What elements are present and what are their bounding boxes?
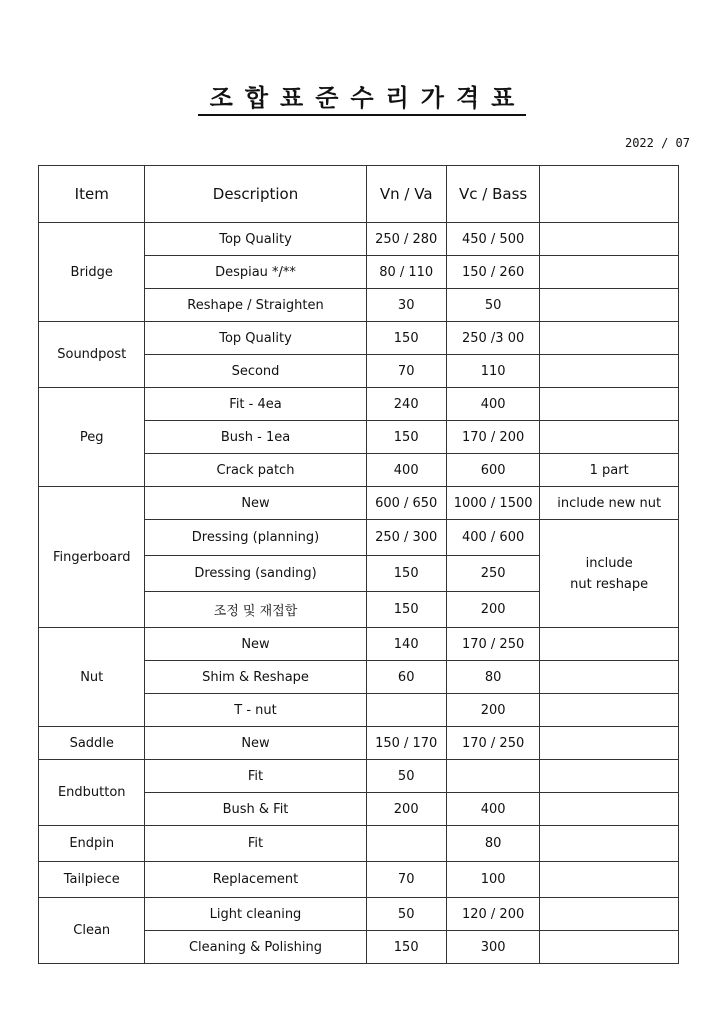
table-row xyxy=(39,223,679,256)
note-cell xyxy=(540,388,679,421)
vc-bass-cell: 100 xyxy=(446,862,539,898)
table-row xyxy=(39,727,679,760)
item-endpin: Endpin xyxy=(39,826,145,862)
description-cell: New xyxy=(145,727,366,760)
table-row xyxy=(39,628,679,661)
vn-va-cell: 150 / 170 xyxy=(366,727,446,760)
note-cell xyxy=(540,661,679,694)
note-cell xyxy=(540,760,679,793)
description-cell: Top Quality xyxy=(145,322,366,355)
vn-va-cell: 150 xyxy=(366,931,446,964)
description-cell: Bush & Fit xyxy=(145,793,366,826)
vc-bass-cell: 300 xyxy=(446,931,539,964)
note-cell xyxy=(540,694,679,727)
note-cell: include new nut xyxy=(540,487,679,520)
note-cell xyxy=(540,727,679,760)
description-cell: New xyxy=(145,487,366,520)
vn-va-cell: 150 xyxy=(366,556,446,592)
vc-bass-cell: 50 xyxy=(446,289,539,322)
description-cell: Dressing (planning) xyxy=(145,520,366,556)
vc-bass-cell: 400 xyxy=(446,388,539,421)
vn-va-cell: 150 xyxy=(366,592,446,628)
header-vc-bass: Vc / Bass xyxy=(446,166,539,223)
item-nut: Nut xyxy=(39,628,145,727)
vn-va-cell: 250 / 300 xyxy=(366,520,446,556)
price-table xyxy=(38,165,679,964)
table-row xyxy=(39,760,679,793)
table-row xyxy=(39,388,679,421)
description-cell: Shim & Reshape xyxy=(145,661,366,694)
vn-va-cell: 50 xyxy=(366,898,446,931)
note-cell xyxy=(540,931,679,964)
vn-va-cell: 240 xyxy=(366,388,446,421)
vc-bass-cell: 250 xyxy=(446,556,539,592)
vn-va-cell xyxy=(366,694,446,727)
vn-va-cell: 80 / 110 xyxy=(366,256,446,289)
item-fingerboard: Fingerboard xyxy=(39,487,145,628)
description-cell: Fit xyxy=(145,826,366,862)
description-cell: Fit - 4ea xyxy=(145,388,366,421)
vc-bass-cell: 170 / 250 xyxy=(446,727,539,760)
vc-bass-cell: 120 / 200 xyxy=(446,898,539,931)
note-line: include xyxy=(585,555,633,571)
page-title: 조합표준수리가격표 xyxy=(0,78,724,113)
item-endbutton: Endbutton xyxy=(39,760,145,826)
note-cell xyxy=(540,223,679,256)
item-soundpost: Soundpost xyxy=(39,322,145,388)
vc-bass-cell: 80 xyxy=(446,826,539,862)
vc-bass-cell: 80 xyxy=(446,661,539,694)
note-cell xyxy=(540,421,679,454)
vc-bass-cell: 200 xyxy=(446,592,539,628)
vc-bass-cell: 200 xyxy=(446,694,539,727)
note-cell xyxy=(540,898,679,931)
vn-va-cell: 50 xyxy=(366,760,446,793)
description-cell: Crack patch xyxy=(145,454,366,487)
vc-bass-cell: 1000 / 1500 xyxy=(446,487,539,520)
vn-va-cell: 30 xyxy=(366,289,446,322)
note-line: nut reshape xyxy=(570,576,649,592)
vn-va-cell: 70 xyxy=(366,862,446,898)
vc-bass-cell: 250 /3 00 xyxy=(446,322,539,355)
item-saddle: Saddle xyxy=(39,727,145,760)
item-clean: Clean xyxy=(39,898,145,964)
description-cell: 조정 및 재접합 xyxy=(145,592,366,628)
note-cell xyxy=(540,826,679,862)
note-cell xyxy=(540,628,679,661)
table-row xyxy=(39,898,679,931)
item-tailpiece: Tailpiece xyxy=(39,862,145,898)
note-cell xyxy=(540,520,679,628)
vc-bass-cell: 600 xyxy=(446,454,539,487)
vc-bass-cell: 150 / 260 xyxy=(446,256,539,289)
note-cell xyxy=(540,355,679,388)
item-peg: Peg xyxy=(39,388,145,487)
table-row xyxy=(39,826,679,862)
description-cell: Reshape / Straighten xyxy=(145,289,366,322)
description-cell: Bush - 1ea xyxy=(145,421,366,454)
vn-va-cell: 400 xyxy=(366,454,446,487)
note-cell xyxy=(540,322,679,355)
vc-bass-cell xyxy=(446,760,539,793)
vn-va-cell: 250 / 280 xyxy=(366,223,446,256)
description-cell: T - nut xyxy=(145,694,366,727)
note-cell xyxy=(540,289,679,322)
description-cell: Replacement xyxy=(145,862,366,898)
table-row xyxy=(39,862,679,898)
vn-va-cell: 200 xyxy=(366,793,446,826)
vn-va-cell: 70 xyxy=(366,355,446,388)
date-label: 2022 / 07 xyxy=(624,136,690,150)
vc-bass-cell: 170 / 200 xyxy=(446,421,539,454)
table-row xyxy=(39,487,679,520)
note-cell xyxy=(540,793,679,826)
vn-va-cell: 600 / 650 xyxy=(366,487,446,520)
vc-bass-cell: 450 / 500 xyxy=(446,223,539,256)
vn-va-cell: 140 xyxy=(366,628,446,661)
vn-va-cell: 150 xyxy=(366,322,446,355)
description-cell: Fit xyxy=(145,760,366,793)
header-note xyxy=(540,166,679,223)
note-cell xyxy=(540,862,679,898)
description-cell: Top Quality xyxy=(145,223,366,256)
description-cell: Dressing (sanding) xyxy=(145,556,366,592)
note-cell: 1 part xyxy=(540,454,679,487)
description-cell: Second xyxy=(145,355,366,388)
header-description: Description xyxy=(145,166,366,223)
description-cell: New xyxy=(145,628,366,661)
header-row xyxy=(39,166,679,223)
table-row xyxy=(39,322,679,355)
description-cell: Despiau */** xyxy=(145,256,366,289)
vc-bass-cell: 400 xyxy=(446,793,539,826)
vc-bass-cell: 400 / 600 xyxy=(446,520,539,556)
header-vn-va: Vn / Va xyxy=(366,166,446,223)
vn-va-cell: 60 xyxy=(366,661,446,694)
vn-va-cell xyxy=(366,826,446,862)
vc-bass-cell: 170 / 250 xyxy=(446,628,539,661)
item-bridge: Bridge xyxy=(39,223,145,322)
description-cell: Light cleaning xyxy=(145,898,366,931)
description-cell: Cleaning & Polishing xyxy=(145,931,366,964)
note-cell xyxy=(540,256,679,289)
header-item: Item xyxy=(39,166,145,223)
vc-bass-cell: 110 xyxy=(446,355,539,388)
vn-va-cell: 150 xyxy=(366,421,446,454)
